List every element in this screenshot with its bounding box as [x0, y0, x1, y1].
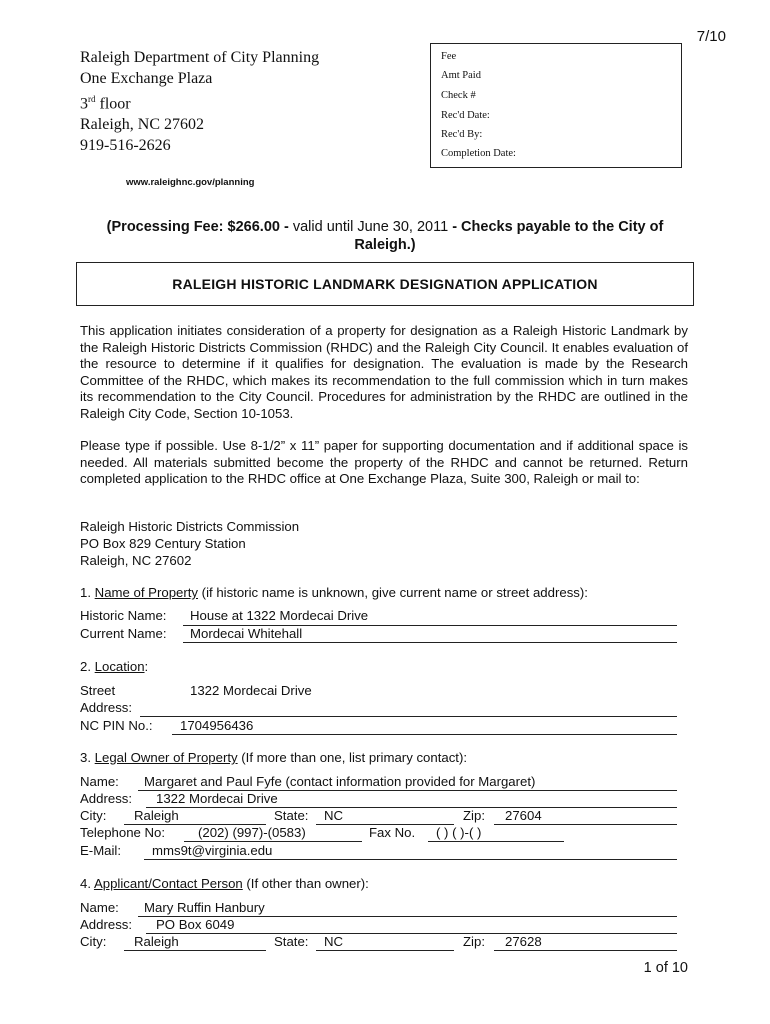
mailing-line: Raleigh Historic Districts Commission — [80, 519, 300, 534]
section-legal-owner-heading: 3. Legal Owner of Property (If more than one, list primary contact): — [80, 750, 468, 765]
check-label: Check # — [441, 90, 476, 101]
owner-address-field[interactable]: 1322 Mordecai Drive — [156, 791, 278, 806]
owner-phone-label: Telephone No: — [80, 825, 166, 840]
applicant-state-label: State: — [274, 934, 309, 949]
applicant-zip-line — [494, 950, 677, 951]
owner-address-line — [146, 807, 677, 808]
fee-label: Fee — [441, 51, 457, 62]
page-number: 1 of 10 — [643, 960, 688, 976]
street-address-line — [140, 716, 677, 717]
applicant-address-field[interactable]: PO Box 6049 — [156, 917, 235, 932]
owner-state-field[interactable]: NC — [324, 808, 344, 823]
recd-date-label: Rec'd Date: — [441, 110, 490, 121]
current-name-line — [183, 642, 677, 643]
owner-phone-field[interactable]: (202) (997)-(0583) — [198, 825, 306, 840]
department-name: Raleigh Department of City Planning — [80, 49, 320, 66]
owner-email-line — [144, 859, 677, 860]
intro-paragraph: This application initiates consideration of a property for designation as a Raleigh Historic Landmark by the Raleigh Historic Districts Commission (RHDC) and the Raleigh City Council. It enables evaluation of the resource to determine if it qualifies for designation. The evaluation is made by the Research Committee of the RHDC, which makes its recommendation to the full commission which in turn makes its recommendation to the City Council. Procedures for administration by the RHDC are outlined in the Raleigh City Code, Section 10-1053. — [80, 323, 688, 421]
owner-zip-field[interactable]: 27604 — [505, 808, 542, 823]
owner-fax-field[interactable]: ( ) ( )-( ) — [436, 825, 482, 840]
owner-name-label: Name: — [80, 774, 119, 789]
owner-address-label: Address: — [80, 791, 133, 806]
owner-state-label: State: — [274, 808, 309, 823]
applicant-name-field[interactable]: Mary Ruffin Hanbury — [144, 900, 265, 915]
owner-name-field[interactable]: Margaret and Paul Fyfe (contact information provided for Margaret) — [144, 774, 536, 789]
section-location-heading: 2. Location: — [80, 659, 149, 674]
applicant-zip-label: Zip: — [463, 934, 485, 949]
applicant-zip-field[interactable]: 27628 — [505, 934, 542, 949]
department-address — [80, 47, 319, 156]
applicant-address-label: Address: — [80, 917, 133, 932]
check-row — [441, 90, 476, 101]
applicant-address-line — [146, 933, 677, 934]
owner-zip-label: Zip: — [463, 808, 485, 823]
owner-city-label: City: — [80, 808, 107, 823]
owner-fax-label: Fax No. — [369, 825, 416, 840]
department-city: Raleigh, NC 27602 — [80, 116, 204, 134]
amt-paid-row — [441, 70, 481, 81]
mailing-line: Raleigh, NC 27602 — [80, 553, 192, 568]
section-name-of-property-heading: 1. Name of Property (if historic name is unknown, give current name or street address): — [80, 585, 588, 600]
amt-paid-label: Amt Paid — [441, 70, 481, 81]
owner-email-label: E-Mail: — [80, 843, 122, 858]
department-phone: 919-516-2626 — [80, 137, 171, 155]
recd-date-row — [441, 110, 490, 121]
instructions-paragraph: Please type if possible. Use 8-1/2” x 11” paper for supporting documentation and if additional space is needed. All materials submitted become the property of the RHDC and cannot be returned. Return completed application to the RHDC office at One Exchange Plaza, Suite 300, Raleigh or mail to: — [80, 438, 688, 487]
street-address-field[interactable]: 1322 Mordecai Drive — [190, 683, 312, 698]
owner-zip-line — [494, 824, 677, 825]
mailing-address — [80, 518, 299, 569]
completion-row — [441, 148, 516, 159]
recd-by-label: Rec'd By: — [441, 129, 483, 140]
owner-email-field[interactable]: mms9t@virginia.edu — [152, 843, 273, 858]
recd-by-row — [441, 129, 482, 140]
current-name-field[interactable]: Mordecai Whitehall — [190, 626, 303, 641]
form-title: RALEIGH HISTORIC LANDMARK DESIGNATION APPLICATION — [76, 262, 694, 306]
street-label: Street — [80, 683, 116, 698]
applicant-city-field[interactable]: Raleigh — [134, 934, 179, 949]
applicant-state-field[interactable]: NC — [324, 934, 344, 949]
pin-label: NC PIN No.: — [80, 718, 153, 733]
page-corner-label: 7/10 — [696, 28, 726, 45]
applicant-state-line — [316, 950, 454, 951]
mailing-line: PO Box 829 Century Station — [80, 536, 246, 551]
section-applicant-heading: 4. Applicant/Contact Person (If other than owner): — [80, 876, 369, 891]
department-floor: 3rd floor — [80, 94, 131, 113]
applicant-name-label: Name: — [80, 900, 119, 915]
applicant-city-line — [124, 950, 266, 951]
department-street: One Exchange Plaza — [80, 70, 213, 87]
pin-line — [172, 734, 677, 735]
historic-name-field[interactable]: House at 1322 Mordecai Drive — [190, 608, 369, 623]
owner-city-field[interactable]: Raleigh — [134, 808, 179, 823]
owner-fax-line — [428, 841, 564, 842]
owner-phone-line — [184, 841, 362, 842]
processing-fee-notice: (Processing Fee: $266.00 - valid until June 30, 2011 - Checks payable to the City of Raleigh.) — [106, 219, 664, 253]
pin-field[interactable]: 1704956436 — [180, 718, 254, 733]
completion-label: Completion Date: — [441, 148, 516, 159]
office-use-box — [430, 43, 682, 168]
historic-name-label: Historic Name: — [80, 608, 167, 623]
website-link[interactable]: www.raleighnc.gov/planning — [126, 177, 255, 188]
fee-row — [441, 51, 456, 62]
applicant-city-label: City: — [80, 934, 107, 949]
address-label: Address: — [80, 700, 133, 715]
current-name-label: Current Name: — [80, 626, 167, 641]
